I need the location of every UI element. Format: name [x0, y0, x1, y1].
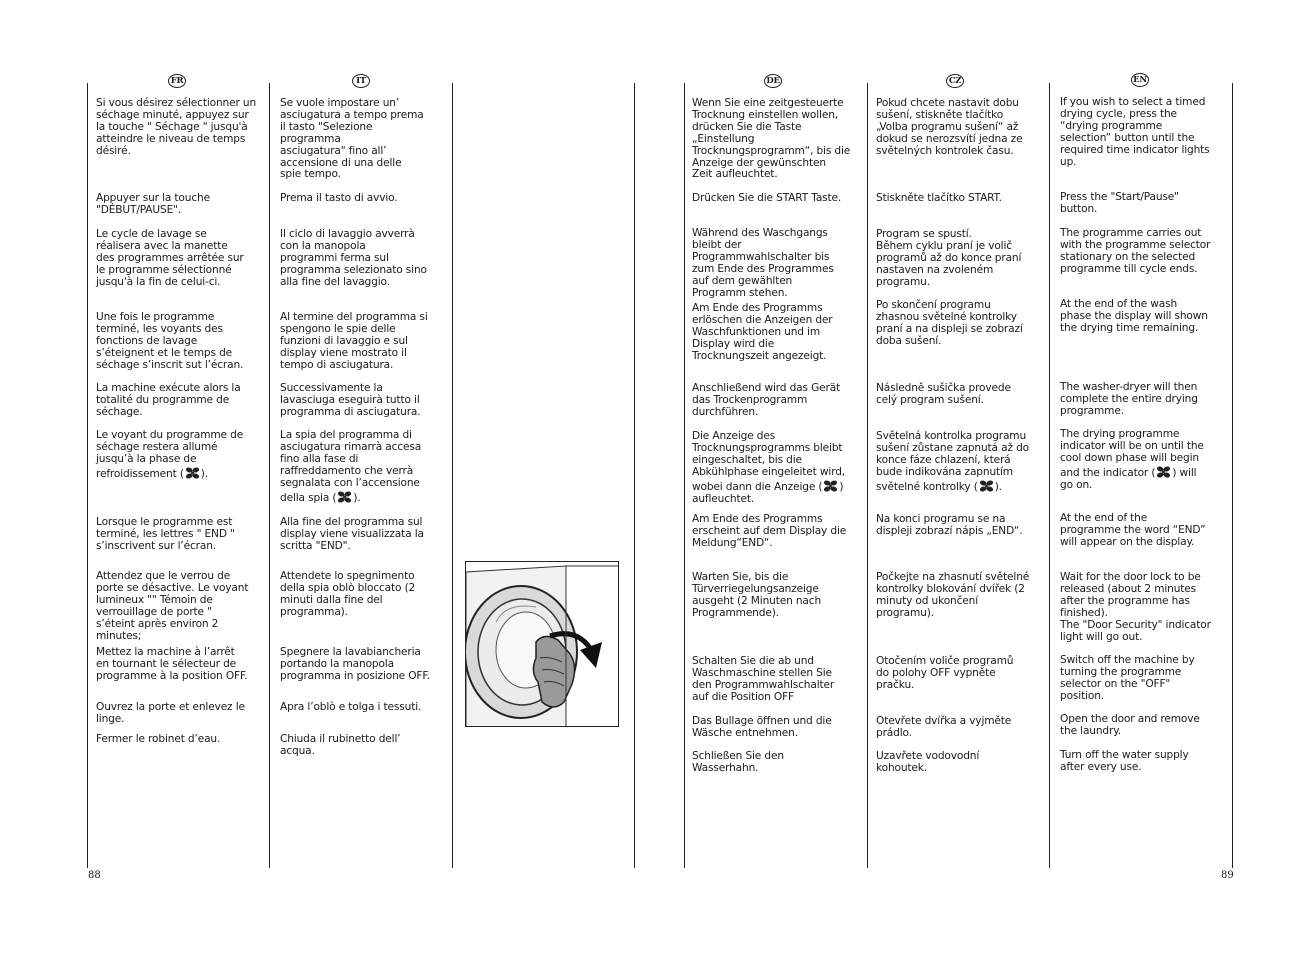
paragraph: Apra l’oblò e tolga i tessuti.: [280, 701, 422, 713]
paragraph: Počkejte na zhasnutí světelné kontrolky blokování dvířek (2 minuty od ukončení programu).: [876, 571, 1030, 619]
paragraph: Otočením voliče programů do polohy OFF vypněte pračku.: [876, 655, 1014, 691]
paragraph-text: Světelná kontrolka programu sušení zůstane zapnutá až do konce fáze chlazení, která bude indikována zapnutím světelné kontrolky (: [876, 430, 1029, 493]
column-rule: [452, 83, 453, 868]
paragraph: [96, 430, 264, 481]
fan-icon: [1156, 465, 1171, 479]
paragraph: Pokud chcete nastavit dobu sušení, stiskněte tlačítko „Volba programu sušení“ až dokud se nerozsvítí jedna ze světelných kontrolek času.: [876, 97, 1023, 157]
paragraph-text-tail: ).: [994, 480, 1002, 493]
paragraph: Lorsque le programme est terminé, les lettres " END " s’inscrivent sur l’écran.: [96, 516, 235, 552]
paragraph: Open the door and remove the laundry.: [1060, 713, 1200, 737]
paragraph: Fermer le robinet d’eau.: [96, 733, 221, 745]
paragraph: Wait for the door lock to be released (about 2 minutes after the programme has finished). The "Door Security" indicator light will go out.: [1060, 571, 1211, 643]
paragraph-text-tail: ).: [353, 491, 361, 504]
paragraph: Attendete lo spegnimento della spia oblò bloccato (2 minuti dalla fine del programma).: [280, 570, 416, 618]
paragraph: Une fois le programme terminé, les voyants des fonctions de lavage s’éteignent et le temps de séchage s’inscrit sut l’écran.: [96, 311, 244, 371]
paragraph-text-tail: ) aufleuchtet.: [692, 480, 844, 505]
paragraph: Am Ende des Programms erscheint auf dem Display die Meldung“END“.: [692, 513, 847, 549]
paragraph: Turn off the water supply after every use.: [1060, 749, 1189, 773]
paragraph: Successivamente la lavasciuga eseguirà tutto il programma di asciugatura.: [280, 382, 421, 418]
paragraph: Se vuole impostare un’ asciugatura a tempo prema il tasto "Selezione programma asciugatura" fino all’ accensione di una delle spie tempo.: [280, 97, 424, 181]
paragraph: Schalten Sie die ab und Waschmaschine stellen Sie den Programmwahlschalter auf die Position OFF: [692, 655, 835, 703]
paragraph: Während des Waschgangs bleibt der Programmwahlschalter bis zum Ende des Programmes auf dem gewählten Programm stehen.: [692, 227, 834, 299]
paragraph: If you wish to select a timed drying cycle, press the “drying programme selection” button until the required time indicator lights up.: [1060, 96, 1210, 168]
paragraph: Anschließend wird das Gerät das Trockenprogramm durchführen.: [692, 382, 841, 418]
paragraph: Switch off the machine by turning the programme selector on the "OFF" position.: [1060, 654, 1195, 702]
lang-badge-it: IT: [352, 74, 370, 88]
paragraph: Uzavřete vodovodní kohoutek.: [876, 750, 980, 774]
paragraph: Press the "Start/Pause" button.: [1060, 191, 1179, 215]
paragraph: [280, 430, 448, 504]
paragraph-text: La spia del programma di asciugatura rimarrà accesa fino alla fase di raffreddamento che verrà segnalata con l’accensione della spia (: [280, 429, 422, 504]
column-rule: [867, 83, 868, 868]
paragraph: Warten Sie, bis die Türverriegelungsanzeige ausgeht (2 Minuten nach Programmende).: [692, 571, 822, 619]
page-number-right: 89: [1221, 870, 1234, 881]
paragraph: Stiskněte tlačítko START.: [876, 192, 1002, 204]
column-rule: [1049, 83, 1050, 868]
lang-badge-fr: FR: [168, 74, 186, 88]
paragraph-text-tail: ).: [200, 467, 208, 480]
paragraph-text-tail: ) will go on.: [1060, 466, 1197, 491]
paragraph: Ouvrez la porte et enlevez le linge.: [96, 701, 245, 725]
paragraph: Drücken Sie die START Taste.: [692, 192, 842, 204]
paragraph-text: Die Anzeige des Trocknungsprogramms bleibt eingeschaltet, bis die Abkühlphase eingeleitet wird, wobei dann die Anzeige (: [692, 430, 846, 493]
lang-badge-de: DE: [764, 74, 782, 88]
page-number-left: 88: [88, 870, 101, 881]
lang-badge-cz: CZ: [946, 74, 964, 88]
column-rule: [1232, 83, 1233, 868]
paragraph: Attendez que le verrou de porte se désactive. Le voyant lumineux "" Témoin de verrouillage de porte " s’éteint après environ 2 minutes;: [96, 570, 249, 642]
paragraph: Al termine del programma si spengono le spie delle funzioni di lavaggio e sul display viene mostrato il tempo di asciugatura.: [280, 311, 428, 371]
column-rule: [634, 83, 635, 868]
paragraph: Prema il tasto di avvio.: [280, 192, 398, 204]
paragraph: Program se spustí. Během cyklu praní je volič programů až do konce praní nastaven na zvoleném programu.: [876, 228, 1022, 288]
paragraph: [876, 431, 1044, 494]
column-rule: [269, 83, 270, 868]
paragraph: Le cycle de lavage se réalisera avec la manette des programmes arrêtée sur le programme sélectionné jusqu'à la fin de celui-ci.: [96, 228, 244, 288]
paragraph: Il ciclo di lavaggio avverrà con la manopola programmi ferma sul programma selezionato sino alla fine del lavaggio.: [280, 228, 427, 288]
paragraph: Mettez la machine à l’arrêt en tournant le sélecteur de programme à la position OFF.: [96, 646, 248, 682]
fan-icon: [823, 479, 838, 493]
washing-machine-door-illustration: [465, 561, 619, 727]
lang-badge-en: EN: [1131, 73, 1149, 87]
paragraph-text: Le voyant du programme de séchage restera allumé jusqu’à la phase de refroidissement (: [96, 429, 244, 480]
column-rule: [684, 83, 685, 868]
column-rule: [87, 83, 88, 868]
paragraph: Appuyer sur la touche "DÉBUT/PAUSE".: [96, 192, 210, 216]
paragraph: Spegnere la lavabiancheria portando la manopola programma in posizione OFF.: [280, 646, 430, 682]
paragraph: Si vous désirez sélectionner un séchage minuté, appuyez sur la touche " Séchage " jusqu'à atteindre le niveau de temps désiré.: [96, 97, 257, 157]
paragraph: Am Ende des Programms erlöschen die Anzeigen der Waschfunktionen und im Display wird die Trocknungszeit angezeigt.: [692, 302, 833, 362]
paragraph: Na konci programu se na displeji zobrazí nápis „END“.: [876, 513, 1023, 537]
paragraph: The programme carries out with the programme selector stationary on the selected programme till cycle ends.: [1060, 227, 1211, 275]
paragraph: Chiuda il rubinetto dell’ acqua.: [280, 733, 401, 757]
paragraph: Následně sušička provede celý program sušení.: [876, 382, 1011, 406]
fan-icon: [185, 466, 200, 480]
paragraph: The washer-dryer will then complete the entire drying programme.: [1060, 381, 1198, 417]
paragraph: Wenn Sie eine zeitgesteuerte Trocknung einstellen wollen, drücken Sie die Taste „Einstellung Trocknungsprogramm“, bis die Anzeige der gewünschten Zeit aufleuchtet.: [692, 97, 851, 181]
paragraph-text: The drying programme indicator will be on until the cool down phase will begin and the indicator (: [1060, 428, 1204, 479]
paragraph: Po skončení programu zhasnou světelné kontrolky praní a na displeji se zobrazí doba sušení.: [876, 299, 1023, 347]
paragraph: Otevřete dvířka a vyjměte prádlo.: [876, 715, 1012, 739]
paragraph: Das Bullage öffnen und die Wäsche entnehmen.: [692, 715, 832, 739]
paragraph: La machine exécute alors la totalité du programme de séchage.: [96, 382, 241, 418]
paragraph: At the end of the wash phase the display will shown the drying time remaining.: [1060, 298, 1208, 334]
paragraph: Schließen Sie den Wasserhahn.: [692, 750, 784, 774]
paragraph: At the end of the programme the word “END” will appear on the display.: [1060, 512, 1206, 548]
fan-icon: [979, 479, 994, 493]
paragraph: [692, 431, 864, 505]
fan-icon: [337, 490, 352, 504]
paragraph: [1060, 429, 1228, 492]
paragraph: Alla fine del programma sul display viene visualizzata la scritta "END".: [280, 516, 424, 552]
